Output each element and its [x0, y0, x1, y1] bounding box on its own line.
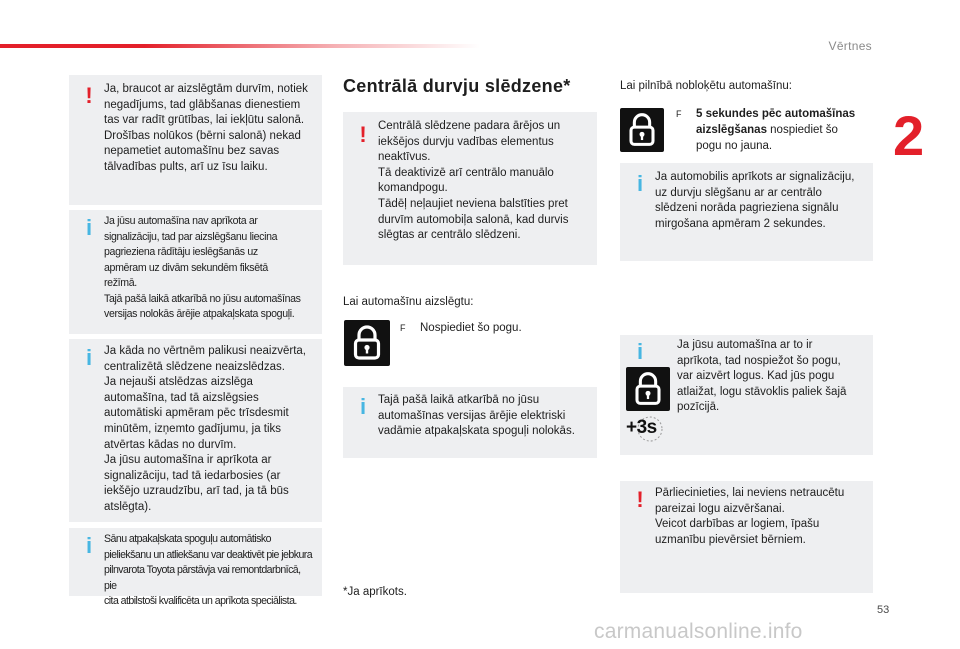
deadlock-step	[676, 106, 871, 154]
info-icon: i	[85, 533, 93, 558]
info-icon: i	[85, 215, 93, 240]
step-bullet-icon: F	[400, 323, 406, 333]
info-text: Sānu atpakaļskata spoguļu automātisko pieliekšanu un atliekšanu var deaktivēt pie jebkura pilnvarota Toyota pārstāvja vai remontdarbnīcā, pie cita atbilstoši kvalificēta un aprīkota speciālista.	[104, 533, 313, 607]
info-box-turn-signals	[69, 210, 322, 334]
warning-box-window-safety	[620, 481, 873, 593]
step-bullet-icon: F	[676, 109, 682, 119]
warning-text: Ja, braucot ar aizslēgtām durvīm, notiek negadījums, tad glābšanas dienestiem tas var radīt grūtības, lai iekļūtu salonā. Drošības nolūkos (bērni salonā) nekad nepametiet automašīnu bez savas tālvadības pults, arī uz īsu laiku.	[104, 83, 308, 173]
info-box-alarm-signal	[620, 163, 873, 261]
page-number: 53	[877, 604, 890, 616]
warning-text: Pārliecinieties, lai neviens netraucētu pareizai logu aizvēršanai. Veicot darbības ar logiem, īpašu uzmanību pievērsiet bērniem.	[655, 487, 845, 546]
three-second-label: +3s	[626, 417, 657, 438]
lock-step	[400, 320, 590, 336]
info-icon: i	[636, 339, 644, 364]
info-icon: i	[359, 394, 367, 419]
warning-icon: !	[85, 83, 93, 108]
lock-button-icon	[344, 320, 390, 366]
info-box-window-close	[620, 335, 873, 455]
watermark: carmanualsonline.info	[594, 620, 803, 643]
info-text: Ja jūsu automašīna ar to ir aprīkota, tad nospiežot šo pogu, var aizvērt logus. Kad jūs pogu atlaižat, logu stāvoklis paliek šajā pozīcijā.	[677, 339, 847, 414]
info-box-mirrors-deactivation	[69, 528, 322, 607]
info-icon: i	[636, 171, 644, 196]
info-box-auto-relock	[69, 339, 322, 522]
deadlock-button-icon	[620, 108, 664, 152]
three-second-hold-icon	[624, 415, 672, 443]
warning-box-emergency	[69, 75, 322, 205]
warning-icon: !	[359, 122, 367, 147]
info-text: Ja kāda no vērtnēm palikusi neaizvērta, centralizētā slēdzene neaizslēdzas. Ja nejauši atslēdzas aizslēga automašīna, tad tā aizslēgsies automātiski apmēram pēc trīsdesmit minūtēm, izņemto gadījumu, ja tiks atvērtas kādas no durvīm. Ja jūsu automašīna ir aprīkota ar signalizāciju, tad tā iedarbosies (ar iekšējo uzraudzību, arī tad, ja tā būs atslēgta).	[104, 345, 306, 513]
step-text: Nospiediet šo pogu.	[420, 322, 522, 334]
footnote: *Ja aprīkots.	[343, 586, 407, 598]
warning-box-central-locking	[343, 112, 597, 265]
warning-icon: !	[636, 487, 644, 512]
info-text: Tajā pašā laikā atkarībā no jūsu automašīnas versijas ārējie elektriski vadāmie atpakaļskata spoguļi nolokās.	[378, 394, 575, 438]
info-text: Ja automobilis aprīkots ar signalizāciju, uz durvju slēgšanu ar ar centrālo slēdzeni norāda pagrieziena signālu mirgošana apmēram 2 sekundes.	[655, 171, 855, 230]
lock-button-icon	[626, 367, 670, 411]
warning-text: Centrālā slēdzene padara ārējos un iekšējos durvju vadības elementus neaktīvus. Tā deaktivizē arī centrālo manuālo komandpogu. Tādēļ neļaujiet neviena balstīties pret durvīm automobiļa salonā, kad durvis slēgtas ar centrālo slēdzeni.	[378, 120, 569, 242]
deadlock-intro-text: Lai pilnībā nobloķētu automašīnu:	[620, 80, 792, 92]
step-text-bold: 5 sekundes pēc automašīnas aizslēgšanas	[696, 108, 856, 136]
lock-intro-text: Lai automašīnu aizslēgtu:	[343, 296, 474, 308]
info-text: Ja jūsu automašīna nav aprīkota ar signalizāciju, tad par aizslēgšanu liecina pagrieziena rādītāju ieslēgšanās uz apmēram uz divām sekundēm fiksētā režīmā. Tajā pašā laikā atkarībā no jūsu automašīnas versijas nolokās ārējie atpakaļskata spoguļi.	[104, 215, 301, 320]
section-title: Vērtnes	[828, 39, 872, 53]
section-heading: Centrālā durvju slēdzene*	[343, 76, 571, 96]
info-box-mirrors-fold	[343, 387, 597, 458]
step-text: nospiediet šo pogu no jauna.	[696, 124, 838, 152]
header-accent-bar	[0, 44, 480, 48]
info-icon: i	[85, 345, 93, 370]
chapter-number: 2	[893, 104, 925, 167]
